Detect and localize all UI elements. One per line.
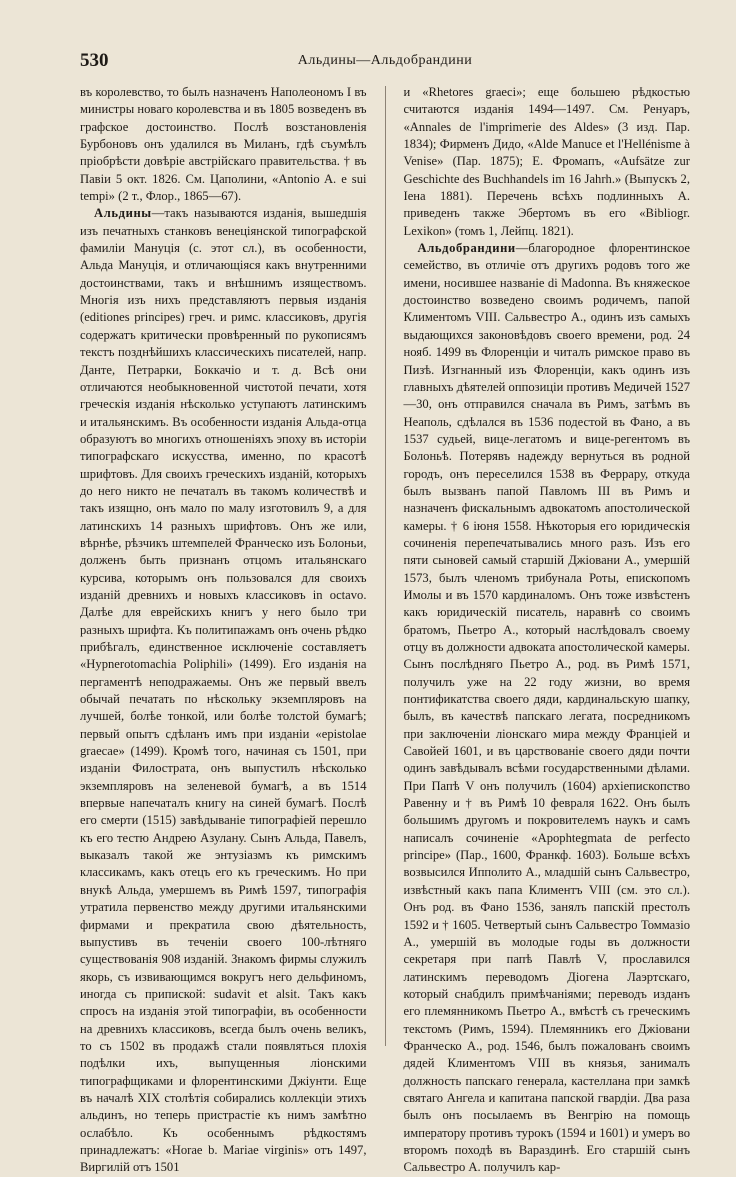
article-altiny xyxy=(80,205,367,1176)
article-text: —такъ называются изданія, вышедшія изъ печатныхъ станковъ венеціянской типографской фамиліи Мануція (с. этот сл.), въ особенности, Альда Мануція, и отличающіяся какъ внутренними достоинствами, такъ и внѣшнимъ изяществомъ. Многія изъ нихъ представляютъ первыя изданія (editiones principes) греч. и римс. классиковъ, другія содержатъ критически провѣренный по рукописямъ текстъ позднѣйшихъ классическихъ писателей, напр. Данте, Петрарки, Боккачіо и т. д. Всѣ они отличаются необыкновенной чистотой печати, хотя греческія изданія нѣсколько уступаютъ латинскимъ и итальянскимъ. Въ особенности изданія Альда-отца образуютъ во многихъ отношеніяхъ эпоху въ исторіи типографскаго искусства, именно, по красотѣ шрифтовъ. Для своихъ греческихъ изданій, которыхъ до него никто не печаталъ въ такомъ количествѣ и такъ изящно, онъ мало по малу изготовилъ 9, а для латинскихъ 14 разныхъ шрифтовъ. Онъ же или, вѣрнѣе, рѣзчикъ штемпелей Франческо изъ Болоньи, долженъ быть признанъ отцомъ итальянскаго курсива, которымъ онъ пользовался для своихъ изданій древнихъ и новыхъ классиковъ in octavo. Далѣе для еврейскихъ книгъ у него было три разныхъ шрифта. Къ политипажамъ онъ очень рѣдко прибѣгалъ, единственное исключеніе составляетъ «Hypnerotomachia Poliphili» (1499). Его изданія на пергаментѣ неподражаемы. Онъ же первый ввелъ обычай печатать по нѣскольку экземпляровъ на лучшей, болѣе тонкой, или болѣе толстой бумагѣ; первый опытъ сдѣланъ имъ при изданіи «epistolae graecae» (1499). Кромѣ того, начиная съ 1501, при изданіи Филострата, онъ выпустилъ нѣсколько экземпляровъ на зеленевой бумагѣ, а въ 1514 впервые напечаталъ книгу на синей бумагѣ. Послѣ его смерти (1515) завѣдываніе типографіей перешло къ его тестю Андрею Азулану. Сынъ Альда, Павелъ, выказалъ такой же энтузіазмъ къ римскимъ классикамъ, какъ отецъ его къ греческимъ. Но при внукѣ Альда, умершемъ въ Римѣ 1597, типографія утратила первенство между другими итальянскими фирмами и прекратила свою дѣятельность, выпустивъ въ теченіи своего 100-лѣтняго существованія 908 изданій. Знакомъ фирмы служилъ якорь, съ извивающимся вокругъ него дельфиномъ, иногда съ припиской: sudavit et alsit. Такъ какъ спросъ на изданія этой типографіи, въ особенности на древнихъ классиковъ, всегда былъ очень великъ, то съ 1502 въ продажѣ стали появляться плохія подѣлки ихъ, выпущенныя ліонскими типографщиками и флорентинскими Джіунти. Еще въ началѣ XIX столѣтія собирались коллекціи этихъ альдинъ, но теперь пристрастіе къ нимъ замѣтно ослабѣло. Къ особеннымъ рѣдкостямъ принадлежатъ: «Horae b. Mariae virginis» отъ 1497, Виргилій отъ 1501 xyxy=(80,206,367,1175)
right-column xyxy=(403,84,691,1175)
article-aldobrandini xyxy=(404,240,691,1177)
page-number: 530 xyxy=(80,50,109,71)
page-header xyxy=(80,50,690,78)
column-divider xyxy=(385,86,386,1046)
headword-aldobrandini: Альдобрандини xyxy=(417,241,516,256)
running-head: Альдины—Альдобрандини xyxy=(297,53,473,68)
left-column xyxy=(80,84,367,1175)
headword-aldiny: Альдины xyxy=(94,206,152,221)
text-columns xyxy=(80,84,690,1175)
paragraph: въ королевство, то былъ назначенъ Наполеономъ I въ министры новаго королевства и въ 1805 возведенъ въ графское достоинство. Послѣ возстановленія Бурбоновъ онъ удалился въ Миланъ, гдѣ съумѣлъ пріобрѣсти довѣріе австрійскаго правительства. † въ Павіи 5 окт. 1826. См. Цаполини, «Antonio A. e sui tempi» (2 т., Флор., 1865—67). xyxy=(80,85,367,204)
paragraph: и «Rhetores graeci»; еще большею рѣдкостью считаются изданія 1494—1497. См. Ренуаръ, «Annales de l'imprimerie des Aldes» (3 изд. Пар. 1834); Фирменъ Дидо, «Alde Manuce et l'Hellénisme à Venise» (Пар. 1875); Е. Фромапъ, «Aufsätze zur Geschichte des Buchhandels im 16 Jahrh.» (Выпускъ 2, Іена 1881). Перечень всѣхъ подлинныхъ А. приведенъ также Эбертомъ въ его «Bibliogr. Lexikon» (томъ 1, Лейпц. 1821). xyxy=(403,85,690,238)
article-text: —благородное флорентинское семейство, въ отличіе отъ другихъ родовъ того же имени, носившее названіе di Madonna. Въ княжеское достоинство возведено своимъ родичемъ, папой Климентомъ VIII. Сальвестро А., одинъ изъ самыхъ выдающихся законовѣдовъ своего времени, род. 24 нояб. 1499 въ Флоренціи и читалъ римское право въ Пизѣ. Изгнанный изъ Флоренціи, какъ одинъ изъ главныхъ дѣятелей оппозиціи противъ Медичей 1527—30, онъ отправился сначала въ Римъ, затѣмъ въ Неаполь, сдѣлался въ 1536 подестой въ Фано, а въ 1537 судьей, вице-легатомъ и вице-регентомъ въ Болоньѣ. Потерявъ надежду вернуться въ родной городъ, онъ переселился 1538 въ Феррару, откуда былъ вызванъ папой Павломъ III въ Римъ и назначенъ фискальнымъ адвокатомъ апостолической камеры. † 6 іюня 1558. Нѣкоторыя его юридическія сочиненія перепечатывались много разъ. Изъ его пяти сыновей самый старшій Джіовани А., умершій 1573, былъ членомъ трибунала Роты, епископомъ Имолы и въ 1570 кардиналомъ. Онъ тоже извѣстенъ какъ юридическій писатель, наравнѣ со своимъ братомъ, Пьетро А., который наслѣдовалъ своему отцу въ должности адвоката апостолической камеры. Сынъ послѣдняго Пьетро А., род. въ Римѣ 1571, получилъ уже на 22 году жизни, во время понтификатства своего дяди, кардинальскую шапку, былъ, въ качествѣ папскаго легата, посредникомъ при заключеніи ліонскаго мира между Франціей и Савойей 1601, и въ царствованіе своего дяди почти одинъ завѣдывалъ всѣми государственными дѣлами. При Папѣ V онъ получилъ (1604) архіепископство Равенну и † въ Римѣ 10 февраля 1622. Онъ былъ большимъ другомъ и покровителемъ наукъ и самъ написалъ сочиненіе «Apophtegmata de perfecto principe» (Пар., 1600, Франкф. 1603). Больше всѣхъ возвысился Ипполито А., младшій сынъ Сальвестро, извѣстный какъ папа Климентъ VIII (см. это сл.). Онъ род. въ Фано 1536, занялъ папскій престолъ 1592 и † 1605. Четвертый сынъ Сальвестро Томмазіо А., умершій въ молодые годы въ должности секретаря при папѣ Павлѣ V, прославился латинскимъ переводомъ Діогена Лаэртскаго, который снабдилъ примѣчаніями; переводъ изданъ его племянникомъ Пьетро А., вмѣстѣ съ греческимъ текстомъ (Римъ, 1594). Племянникъ его Джіовани Франческо А., род. 1546, былъ пожалованъ своимъ дядей Климентомъ VIII въ князья, занималъ должность папскаго генерала, кастеллана при замкѣ святаго Ангела и капитана папской гвардіи. Два раза былъ онъ посылаемъ въ Венгрію на помощь императору противъ турокъ (1594 и 1601) и умеръ во второмъ походѣ въ Вараздинѣ. Его старшій сынъ Сальвестро А. получилъ кар- xyxy=(403,241,690,1175)
